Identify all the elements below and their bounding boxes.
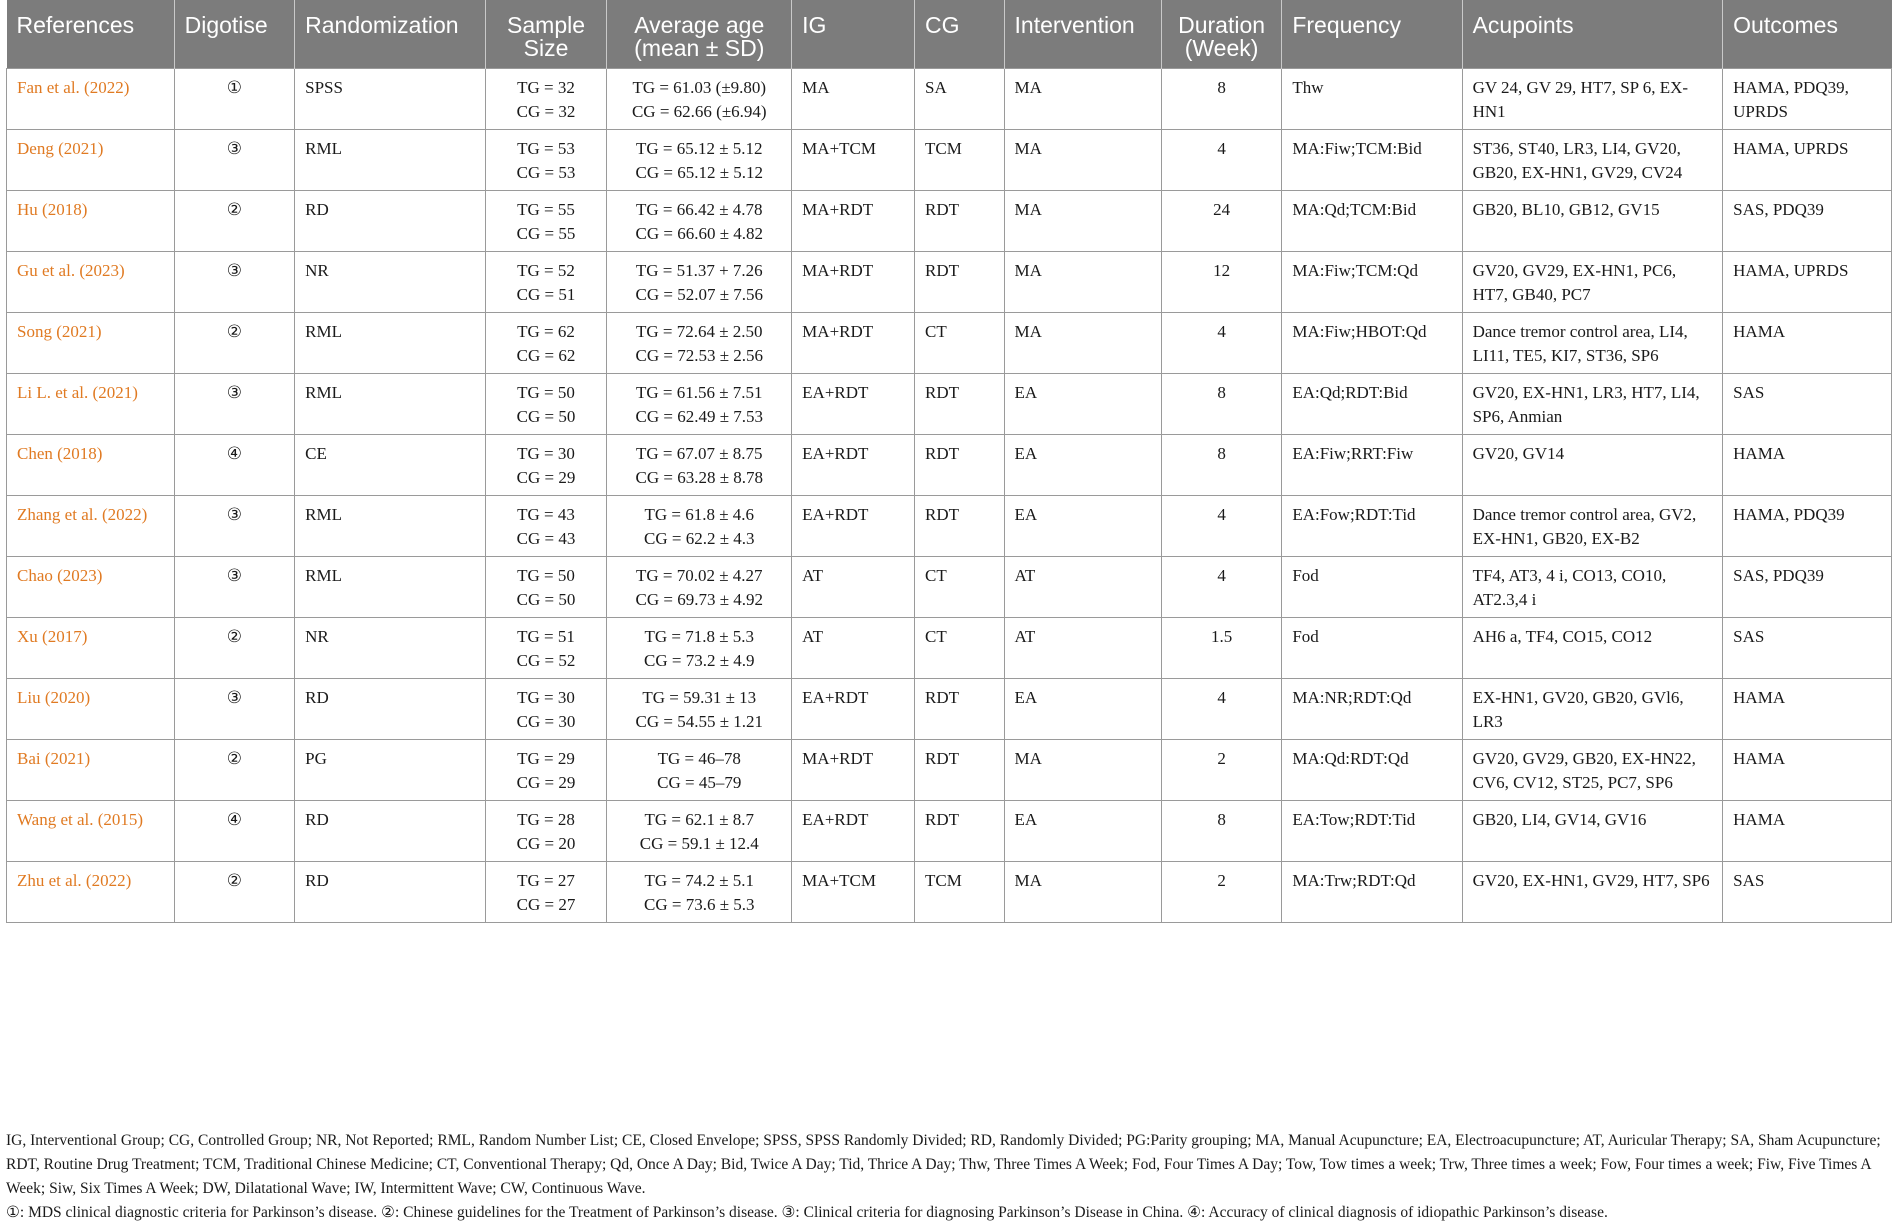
duration-cell: 4 xyxy=(1161,130,1282,191)
reference-link[interactable]: Li L. et al. (2021) xyxy=(17,383,138,402)
average-age-cell xyxy=(607,679,792,740)
randomization-cell: RD xyxy=(295,801,486,862)
sample-size-cell xyxy=(485,618,607,679)
table-row xyxy=(7,374,1892,435)
column-header: Digotise xyxy=(174,0,295,69)
acupoints-cell: GB20, LI4, GV14, GV16 xyxy=(1462,801,1723,862)
age-tg: TG = 61.03 (±9.80) xyxy=(632,78,767,97)
randomization-cell: RML xyxy=(295,557,486,618)
acupoints-cell: Dance tremor control area, GV2, EX-HN1, GB20, EX-B2 xyxy=(1462,496,1723,557)
sample-size-cg: CG = 30 xyxy=(516,712,576,731)
average-age-cell xyxy=(607,191,792,252)
average-age-cell xyxy=(607,801,792,862)
age-tg: TG = 62.1 ± 8.7 xyxy=(644,810,755,829)
diagnosis-cell: ② xyxy=(174,313,295,374)
column-header: CG xyxy=(915,0,1005,69)
ig-cell: AT xyxy=(792,557,915,618)
outcomes-cell: HAMA xyxy=(1723,801,1892,862)
reference-link[interactable]: Gu et al. (2023) xyxy=(17,261,125,280)
average-age-cell xyxy=(607,557,792,618)
cg-cell: SA xyxy=(915,69,1005,130)
reference-link[interactable]: Zhang et al. (2022) xyxy=(17,505,148,524)
sample-size-cell xyxy=(485,69,607,130)
age-cg: CG = 73.2 ± 4.9 xyxy=(643,651,755,670)
intervention-cell: EA xyxy=(1004,374,1161,435)
reference-cell xyxy=(7,69,175,130)
cg-cell: RDT xyxy=(915,191,1005,252)
reference-cell xyxy=(7,496,175,557)
randomization-cell: SPSS xyxy=(295,69,486,130)
ig-cell: EA+RDT xyxy=(792,679,915,740)
age-cg: CG = 72.53 ± 2.56 xyxy=(635,346,764,365)
diagnosis-cell: ① xyxy=(174,69,295,130)
sample-size-cg: CG = 52 xyxy=(516,651,576,670)
frequency-cell: EA:Fow;RDT:Tid xyxy=(1282,496,1462,557)
acupoints-cell: AH6 a, TF4, CO15, CO12 xyxy=(1462,618,1723,679)
table-body xyxy=(7,69,1892,923)
intervention-cell: EA xyxy=(1004,496,1161,557)
sample-size-cg: CG = 53 xyxy=(516,163,576,182)
randomization-cell: RML xyxy=(295,496,486,557)
diagnosis-cell: ④ xyxy=(174,801,295,862)
reference-cell xyxy=(7,740,175,801)
intervention-cell: MA xyxy=(1004,313,1161,374)
age-tg: TG = 59.31 ± 13 xyxy=(642,688,757,707)
diagnosis-cell: ④ xyxy=(174,435,295,496)
ig-cell: EA+RDT xyxy=(792,374,915,435)
outcomes-cell: SAS xyxy=(1723,618,1892,679)
frequency-cell: MA:Fiw;HBOT:Qd xyxy=(1282,313,1462,374)
duration-cell: 12 xyxy=(1161,252,1282,313)
diagnosis-cell: ② xyxy=(174,862,295,923)
diagnosis-cell: ② xyxy=(174,740,295,801)
randomization-cell: RD xyxy=(295,191,486,252)
sample-size-tg: TG = 50 xyxy=(517,566,575,585)
frequency-cell: EA:Qd;RDT:Bid xyxy=(1282,374,1462,435)
intervention-cell: EA xyxy=(1004,679,1161,740)
frequency-cell: EA:Fiw;RRT:Fiw xyxy=(1282,435,1462,496)
cg-cell: RDT xyxy=(915,252,1005,313)
sample-size-cell xyxy=(485,130,607,191)
outcomes-cell: SAS xyxy=(1723,862,1892,923)
sample-size-tg: TG = 28 xyxy=(517,810,575,829)
reference-cell xyxy=(7,313,175,374)
age-cg: CG = 69.73 ± 4.92 xyxy=(635,590,764,609)
frequency-cell: EA:Tow;RDT:Tid xyxy=(1282,801,1462,862)
sample-size-tg: TG = 27 xyxy=(517,871,575,890)
sample-size-tg: TG = 50 xyxy=(517,383,575,402)
header-row xyxy=(7,0,1892,69)
cg-cell: RDT xyxy=(915,435,1005,496)
table-row xyxy=(7,618,1892,679)
intervention-cell: MA xyxy=(1004,191,1161,252)
duration-cell: 4 xyxy=(1161,496,1282,557)
diagnosis-cell: ② xyxy=(174,191,295,252)
reference-cell xyxy=(7,557,175,618)
cg-cell: CT xyxy=(915,618,1005,679)
sample-size-cg: CG = 43 xyxy=(516,529,576,548)
table-row xyxy=(7,801,1892,862)
sample-size-tg: TG = 30 xyxy=(517,688,575,707)
frequency-cell: Fod xyxy=(1282,618,1462,679)
intervention-cell: MA xyxy=(1004,69,1161,130)
outcomes-cell: HAMA xyxy=(1723,679,1892,740)
outcomes-cell: SAS, PDQ39 xyxy=(1723,557,1892,618)
average-age-cell xyxy=(607,130,792,191)
frequency-cell: MA:Qd:RDT:Qd xyxy=(1282,740,1462,801)
sample-size-cg: CG = 29 xyxy=(516,468,576,487)
sample-size-cg: CG = 50 xyxy=(516,407,576,426)
intervention-cell: AT xyxy=(1004,557,1161,618)
sample-size-cg: CG = 27 xyxy=(516,895,576,914)
column-header: Frequency xyxy=(1282,0,1462,69)
acupoints-cell: GV 24, GV 29, HT7, SP 6, EX-HN1 xyxy=(1462,69,1723,130)
average-age-cell xyxy=(607,740,792,801)
acupoints-cell: Dance tremor control area, LI4, LI11, TE5, KI7, ST36, SP6 xyxy=(1462,313,1723,374)
ig-cell: EA+RDT xyxy=(792,801,915,862)
frequency-cell: MA:Fiw;TCM:Qd xyxy=(1282,252,1462,313)
duration-cell: 8 xyxy=(1161,69,1282,130)
reference-link[interactable]: Song (2021) xyxy=(17,322,102,341)
acupoints-cell: EX-HN1, GV20, GB20, GVl6, LR3 xyxy=(1462,679,1723,740)
column-header: Intervention xyxy=(1004,0,1161,69)
reference-link[interactable]: Liu (2020) xyxy=(17,688,91,707)
average-age-cell xyxy=(607,313,792,374)
age-cg: CG = 54.55 ± 1.21 xyxy=(635,712,764,731)
randomization-cell: CE xyxy=(295,435,486,496)
table-row xyxy=(7,740,1892,801)
reference-link[interactable]: Chao (2023) xyxy=(17,566,103,585)
average-age-cell xyxy=(607,496,792,557)
reference-link[interactable]: Zhu et al. (2022) xyxy=(17,871,132,890)
sample-size-tg: TG = 55 xyxy=(517,200,575,219)
outcomes-cell: HAMA, PDQ39 xyxy=(1723,496,1892,557)
table-row xyxy=(7,557,1892,618)
acupoints-cell: GV20, GV29, GB20, EX-HN22, CV6, CV12, ST25, PC7, SP6 xyxy=(1462,740,1723,801)
duration-cell: 1.5 xyxy=(1161,618,1282,679)
diagnosis-cell: ② xyxy=(174,618,295,679)
frequency-cell: MA:Qd;TCM:Bid xyxy=(1282,191,1462,252)
randomization-cell: NR xyxy=(295,618,486,679)
intervention-cell: EA xyxy=(1004,801,1161,862)
age-tg: TG = 70.02 ± 4.27 xyxy=(635,566,763,585)
age-cg: CG = 52.07 ± 7.56 xyxy=(635,285,764,304)
reference-cell xyxy=(7,862,175,923)
sample-size-cg: CG = 50 xyxy=(516,590,576,609)
outcomes-cell: HAMA, UPRDS xyxy=(1723,130,1892,191)
sample-size-cell xyxy=(485,252,607,313)
sample-size-cell xyxy=(485,374,607,435)
reference-cell xyxy=(7,435,175,496)
sample-size-cell xyxy=(485,801,607,862)
sample-size-cell xyxy=(485,191,607,252)
reference-cell xyxy=(7,191,175,252)
outcomes-cell: HAMA xyxy=(1723,740,1892,801)
sample-size-cell xyxy=(485,435,607,496)
age-cg: CG = 59.1 ± 12.4 xyxy=(639,834,759,853)
table-row xyxy=(7,679,1892,740)
sample-size-tg: TG = 62 xyxy=(517,322,575,341)
column-header: Average age (mean ± SD) xyxy=(607,0,792,69)
table-row xyxy=(7,313,1892,374)
cg-cell: CT xyxy=(915,557,1005,618)
age-cg: CG = 62.66 (±6.94) xyxy=(631,102,767,121)
acupoints-cell: GV20, EX-HN1, LR3, HT7, LI4, SP6, Anmian xyxy=(1462,374,1723,435)
age-cg: CG = 73.6 ± 5.3 xyxy=(643,895,755,914)
ig-cell: EA+RDT xyxy=(792,435,915,496)
column-header: IG xyxy=(792,0,915,69)
randomization-cell: RD xyxy=(295,862,486,923)
table-row xyxy=(7,496,1892,557)
sample-size-cg: CG = 29 xyxy=(516,773,576,792)
frequency-cell: Thw xyxy=(1282,69,1462,130)
cg-cell: RDT xyxy=(915,496,1005,557)
studies-table xyxy=(6,0,1892,923)
reference-cell xyxy=(7,679,175,740)
column-header: Randomization xyxy=(295,0,486,69)
age-tg: TG = 71.8 ± 5.3 xyxy=(644,627,755,646)
randomization-cell: RML xyxy=(295,374,486,435)
reference-link[interactable]: Hu (2018) xyxy=(17,200,88,219)
table-row xyxy=(7,191,1892,252)
duration-cell: 4 xyxy=(1161,679,1282,740)
column-header: References xyxy=(7,0,175,69)
cg-cell: TCM xyxy=(915,130,1005,191)
reference-link[interactable]: Wang et al. (2015) xyxy=(17,810,144,829)
diagnosis-cell: ③ xyxy=(174,374,295,435)
age-tg: TG = 74.2 ± 5.1 xyxy=(644,871,755,890)
table-row xyxy=(7,862,1892,923)
ig-cell: MA+TCM xyxy=(792,862,915,923)
outcomes-cell: HAMA, UPRDS xyxy=(1723,252,1892,313)
ig-cell: AT xyxy=(792,618,915,679)
average-age-cell xyxy=(607,252,792,313)
sample-size-tg: TG = 51 xyxy=(517,627,575,646)
frequency-cell: MA:Fiw;TCM:Bid xyxy=(1282,130,1462,191)
reference-cell xyxy=(7,252,175,313)
reference-link[interactable]: Xu (2017) xyxy=(17,627,88,646)
age-tg: TG = 61.56 ± 7.51 xyxy=(635,383,763,402)
randomization-cell: RML xyxy=(295,130,486,191)
duration-cell: 8 xyxy=(1161,801,1282,862)
acupoints-cell: GV20, EX-HN1, GV29, HT7, SP6 xyxy=(1462,862,1723,923)
duration-cell: 2 xyxy=(1161,740,1282,801)
age-tg: TG = 66.42 ± 4.78 xyxy=(635,200,763,219)
sample-size-tg: TG = 43 xyxy=(517,505,575,524)
randomization-cell: NR xyxy=(295,252,486,313)
age-tg: TG = 51.37 + 7.26 xyxy=(635,261,763,280)
table-row xyxy=(7,252,1892,313)
ig-cell: MA xyxy=(792,69,915,130)
randomization-cell: RD xyxy=(295,679,486,740)
diagnosis-cell: ③ xyxy=(174,496,295,557)
intervention-cell: EA xyxy=(1004,435,1161,496)
intervention-cell: AT xyxy=(1004,618,1161,679)
age-cg: CG = 62.2 ± 4.3 xyxy=(643,529,755,548)
reference-link[interactable]: Bai (2021) xyxy=(17,749,91,768)
average-age-cell xyxy=(607,374,792,435)
sample-size-tg: TG = 32 xyxy=(517,78,575,97)
ig-cell: MA+RDT xyxy=(792,252,915,313)
randomization-cell: PG xyxy=(295,740,486,801)
ig-cell: MA+RDT xyxy=(792,191,915,252)
cg-cell: CT xyxy=(915,313,1005,374)
diagnosis-cell: ③ xyxy=(174,252,295,313)
average-age-cell xyxy=(607,435,792,496)
average-age-cell xyxy=(607,862,792,923)
diagnosis-cell: ③ xyxy=(174,679,295,740)
sample-size-cell xyxy=(485,557,607,618)
frequency-cell: Fod xyxy=(1282,557,1462,618)
outcomes-cell: SAS xyxy=(1723,374,1892,435)
reference-link[interactable]: Chen (2018) xyxy=(17,444,103,463)
column-header: Duration (Week) xyxy=(1161,0,1282,69)
acupoints-cell: TF4, AT3, 4 i, CO13, CO10, AT2.3,4 i xyxy=(1462,557,1723,618)
duration-cell: 2 xyxy=(1161,862,1282,923)
table-header xyxy=(7,0,1892,69)
sample-size-tg: TG = 53 xyxy=(517,139,575,158)
diagnosis-cell: ③ xyxy=(174,130,295,191)
outcomes-cell: HAMA xyxy=(1723,435,1892,496)
duration-cell: 24 xyxy=(1161,191,1282,252)
acupoints-cell: GV20, GV14 xyxy=(1462,435,1723,496)
sample-size-tg: TG = 30 xyxy=(517,444,575,463)
intervention-cell: MA xyxy=(1004,130,1161,191)
intervention-cell: MA xyxy=(1004,252,1161,313)
intervention-cell: MA xyxy=(1004,740,1161,801)
randomization-cell: RML xyxy=(295,313,486,374)
footnote-criteria: ①: MDS clinical diagnostic criteria for Parkinson’s disease. ②: Chinese guidelines for the Treatment of Parkinson’s disease. ③: Clinical criteria for diagnosing Parkinson’s Disease in China. ④: Accuracy of clinical diagnosis of idiopathic Parkinson’s disease. xyxy=(6,1204,1608,1221)
footnotes xyxy=(6,1129,1892,1225)
sample-size-cell xyxy=(485,313,607,374)
sample-size-tg: TG = 52 xyxy=(517,261,575,280)
sample-size-cell xyxy=(485,740,607,801)
outcomes-cell: SAS, PDQ39 xyxy=(1723,191,1892,252)
acupoints-cell: GV20, GV29, EX-HN1, PC6, HT7, GB40, PC7 xyxy=(1462,252,1723,313)
sample-size-cg: CG = 32 xyxy=(516,102,576,121)
reference-cell xyxy=(7,618,175,679)
duration-cell: 4 xyxy=(1161,313,1282,374)
age-cg: CG = 66.60 ± 4.82 xyxy=(635,224,764,243)
sample-size-cell xyxy=(485,496,607,557)
cg-cell: RDT xyxy=(915,801,1005,862)
age-cg: CG = 45–79 xyxy=(657,773,742,792)
reference-cell xyxy=(7,130,175,191)
outcomes-cell: HAMA, PDQ39, UPRDS xyxy=(1723,69,1892,130)
sample-size-cell xyxy=(485,862,607,923)
table-row xyxy=(7,130,1892,191)
diagnosis-cell: ③ xyxy=(174,557,295,618)
outcomes-cell: HAMA xyxy=(1723,313,1892,374)
duration-cell: 8 xyxy=(1161,435,1282,496)
duration-cell: 8 xyxy=(1161,374,1282,435)
cg-cell: RDT xyxy=(915,679,1005,740)
age-tg: TG = 72.64 ± 2.50 xyxy=(635,322,763,341)
age-tg: TG = 67.07 ± 8.75 xyxy=(635,444,763,463)
sample-size-cg: CG = 62 xyxy=(516,346,576,365)
table-row xyxy=(7,69,1892,130)
sample-size-tg: TG = 29 xyxy=(517,749,575,768)
table-row xyxy=(7,435,1892,496)
age-tg: TG = 61.8 ± 4.6 xyxy=(644,505,755,524)
reference-cell xyxy=(7,374,175,435)
average-age-cell xyxy=(607,69,792,130)
acupoints-cell: GB20, BL10, GB12, GV15 xyxy=(1462,191,1723,252)
sample-size-cg: CG = 51 xyxy=(516,285,576,304)
age-tg: TG = 46–78 xyxy=(657,749,741,768)
ig-cell: MA+RDT xyxy=(792,313,915,374)
ig-cell: MA+RDT xyxy=(792,740,915,801)
reference-link[interactable]: Fan et al. (2022) xyxy=(17,78,130,97)
column-header: Acupoints xyxy=(1462,0,1723,69)
column-header: Outcomes xyxy=(1723,0,1892,69)
duration-cell: 4 xyxy=(1161,557,1282,618)
acupoints-cell: ST36, ST40, LR3, LI4, GV20, GB20, EX-HN1, GV29, CV24 xyxy=(1462,130,1723,191)
frequency-cell: MA:Trw;RDT:Qd xyxy=(1282,862,1462,923)
age-cg: CG = 63.28 ± 8.78 xyxy=(635,468,764,487)
cg-cell: RDT xyxy=(915,740,1005,801)
sample-size-cg: CG = 20 xyxy=(516,834,576,853)
cg-cell: RDT xyxy=(915,374,1005,435)
age-tg: TG = 65.12 ± 5.12 xyxy=(635,139,763,158)
reference-cell xyxy=(7,801,175,862)
footnote-abbreviations: IG, Interventional Group; CG, Controlled Group; NR, Not Reported; RML, Random Number List; CE, Closed Envelope; SPSS, SPSS Randomly Divided; RD, Randomly Divided; PG:Parity grouping; MA, Manual Acupuncture; EA, Electroacupuncture; AT, Auricular Therapy; SA, Sham Acupuncture; RDT, Routine Drug Treatment; TCM, Traditional Chinese Medicine; CT, Conventional Therapy; Qd, Once A Day; Bid, Twice A Day; Tid, Thrice A Day; Thw, Three Times A Week; Fod, Four Times A Day; Tow, Tow times a week; Trw, Three times a week; Fow, Four times a week; Fiw, Five Times A Week; Siw, Six Times A Week; DW, Dilatational Wave; IW, Intermittent Wave; CW, Continuous Wave. xyxy=(6,1132,1881,1197)
sample-size-cell xyxy=(485,679,607,740)
sample-size-cg: CG = 55 xyxy=(516,224,576,243)
age-cg: CG = 62.49 ± 7.53 xyxy=(635,407,764,426)
reference-link[interactable]: Deng (2021) xyxy=(17,139,104,158)
intervention-cell: MA xyxy=(1004,862,1161,923)
age-cg: CG = 65.12 ± 5.12 xyxy=(635,163,764,182)
average-age-cell xyxy=(607,618,792,679)
ig-cell: EA+RDT xyxy=(792,496,915,557)
frequency-cell: MA:NR;RDT:Qd xyxy=(1282,679,1462,740)
column-header: Sample Size xyxy=(485,0,607,69)
cg-cell: TCM xyxy=(915,862,1005,923)
ig-cell: MA+TCM xyxy=(792,130,915,191)
